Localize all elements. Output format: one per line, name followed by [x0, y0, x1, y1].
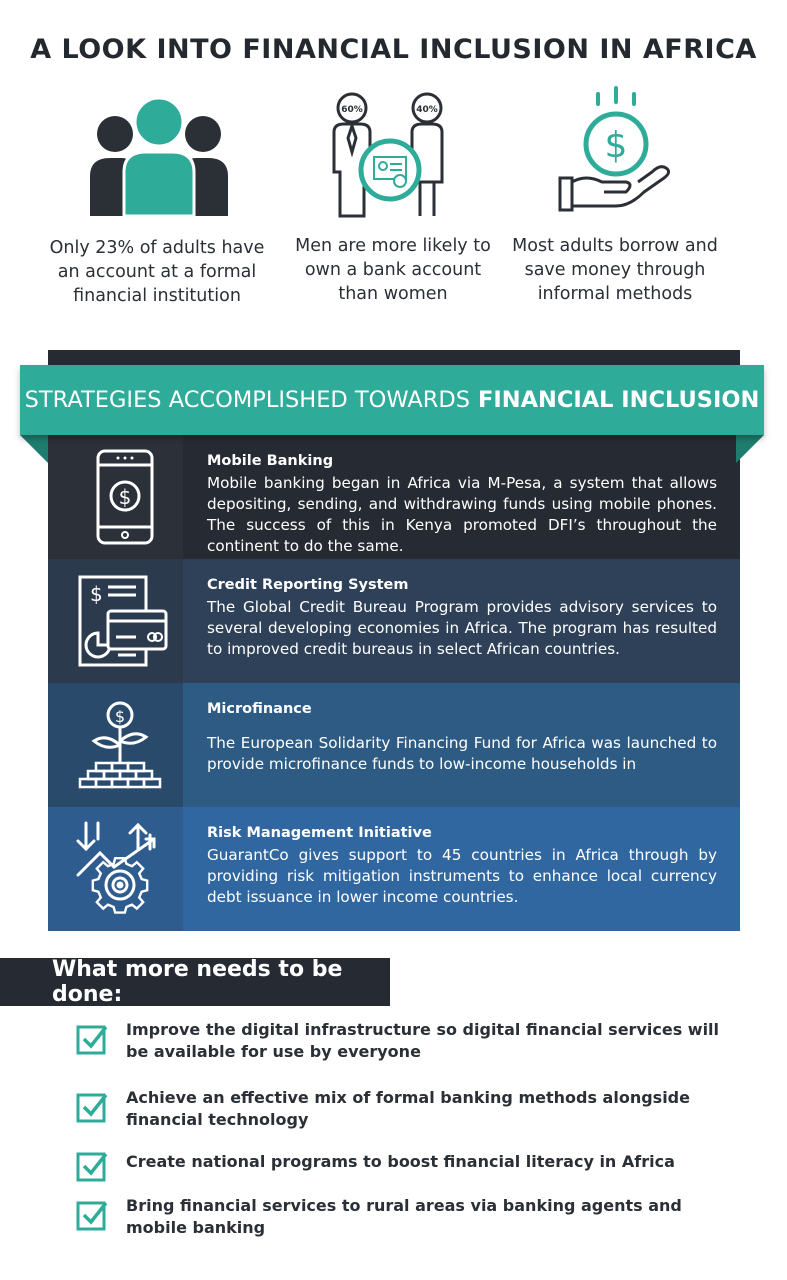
svg-text:$: $: [604, 125, 628, 166]
checkbox-check-icon: [76, 1091, 108, 1123]
svg-text:$: $: [118, 485, 132, 509]
checkbox-check-icon: [76, 1023, 108, 1055]
plant-coin-bricks-icon: [70, 695, 170, 795]
mobile-dollar-icon: [80, 449, 170, 545]
strategy-risk-management: [48, 807, 740, 931]
people-group-icon: [88, 98, 230, 222]
women-percent-label: 40%: [416, 105, 438, 115]
strategy-title: Credit Reporting System: [207, 577, 409, 593]
strategy-icon-cell: [48, 807, 183, 931]
todo-item-text: Create national programs to boost financial literacy in Africa: [126, 1152, 675, 1171]
checkbox-check-icon: [76, 1150, 108, 1182]
ribbon-fold-right: [736, 435, 764, 463]
page-title: A LOOK INTO FINANCIAL INCLUSION IN AFRICA: [30, 34, 757, 65]
svg-text:$: $: [114, 707, 126, 726]
todo-header: What more needs to be done:: [0, 958, 390, 1006]
stat-text-accounts: Only 23% of adults have an account at a formal financial institution: [49, 238, 265, 306]
todo-item-text: Improve the digital infrastructure so digital financial services will be available for use by everyone: [126, 1020, 720, 1061]
strategy-credit-reporting: [48, 559, 740, 683]
credit-report-icon: [74, 573, 174, 673]
strategy-icon-cell: [48, 435, 183, 559]
man-woman-bank-icon: [324, 92, 456, 222]
strategy-description: The Global Credit Bureau Program provides advisory services to several developing economies in Africa. The program has resulted to improved credit bureaus in select African countries.: [207, 598, 717, 658]
men-percent-label: 60%: [341, 105, 363, 115]
ribbon-highlight: FINANCIAL INCLUSION: [478, 387, 760, 413]
checkbox-check-icon: [76, 1199, 108, 1231]
hand-coin-icon: [556, 86, 676, 220]
strategy-title: Risk Management Initiative: [207, 825, 432, 841]
strategy-title: Microfinance: [207, 701, 312, 717]
strategy-description: The European Solidarity Financing Fund for Africa was launched to provide microfinance funds to low-income households in: [207, 734, 717, 773]
strategy-mobile-banking: [48, 435, 740, 559]
strategy-icon-cell: [48, 683, 183, 807]
stat-text-informal: Most adults borrow and save money through informal methods: [512, 236, 718, 304]
ribbon-prefix: STRATEGIES ACCOMPLISHED TOWARDS: [24, 387, 470, 413]
ribbon-fold-left: [20, 435, 48, 463]
strategy-title: Mobile Banking: [207, 453, 334, 469]
strategies-ribbon: [20, 365, 764, 435]
stat-text-gender: Men are more likely to own a bank account than women: [295, 236, 491, 304]
strategy-description: Mobile banking began in Africa via M-Pesa, a system that allows depositing, sending, and withdrawing funds using mobile phones. The success of this in Kenya promoted DFI’s throughout the continent to do the same.: [207, 474, 717, 555]
todo-item-text: Achieve an effective mix of formal banking methods alongside financial technology: [126, 1088, 690, 1129]
svg-text:$: $: [90, 582, 103, 606]
strategy-icon-cell: [48, 559, 183, 683]
todo-item-text: Bring financial services to rural areas via banking agents and mobile banking: [126, 1196, 682, 1237]
strategy-microfinance: [48, 683, 740, 807]
gear-target-arrows-icon: [70, 819, 170, 919]
strategy-description: GuarantCo gives support to 45 countries in Africa through by providing risk mitigation instruments to enhance local currency debt issuance in lower income countries.: [207, 846, 717, 906]
